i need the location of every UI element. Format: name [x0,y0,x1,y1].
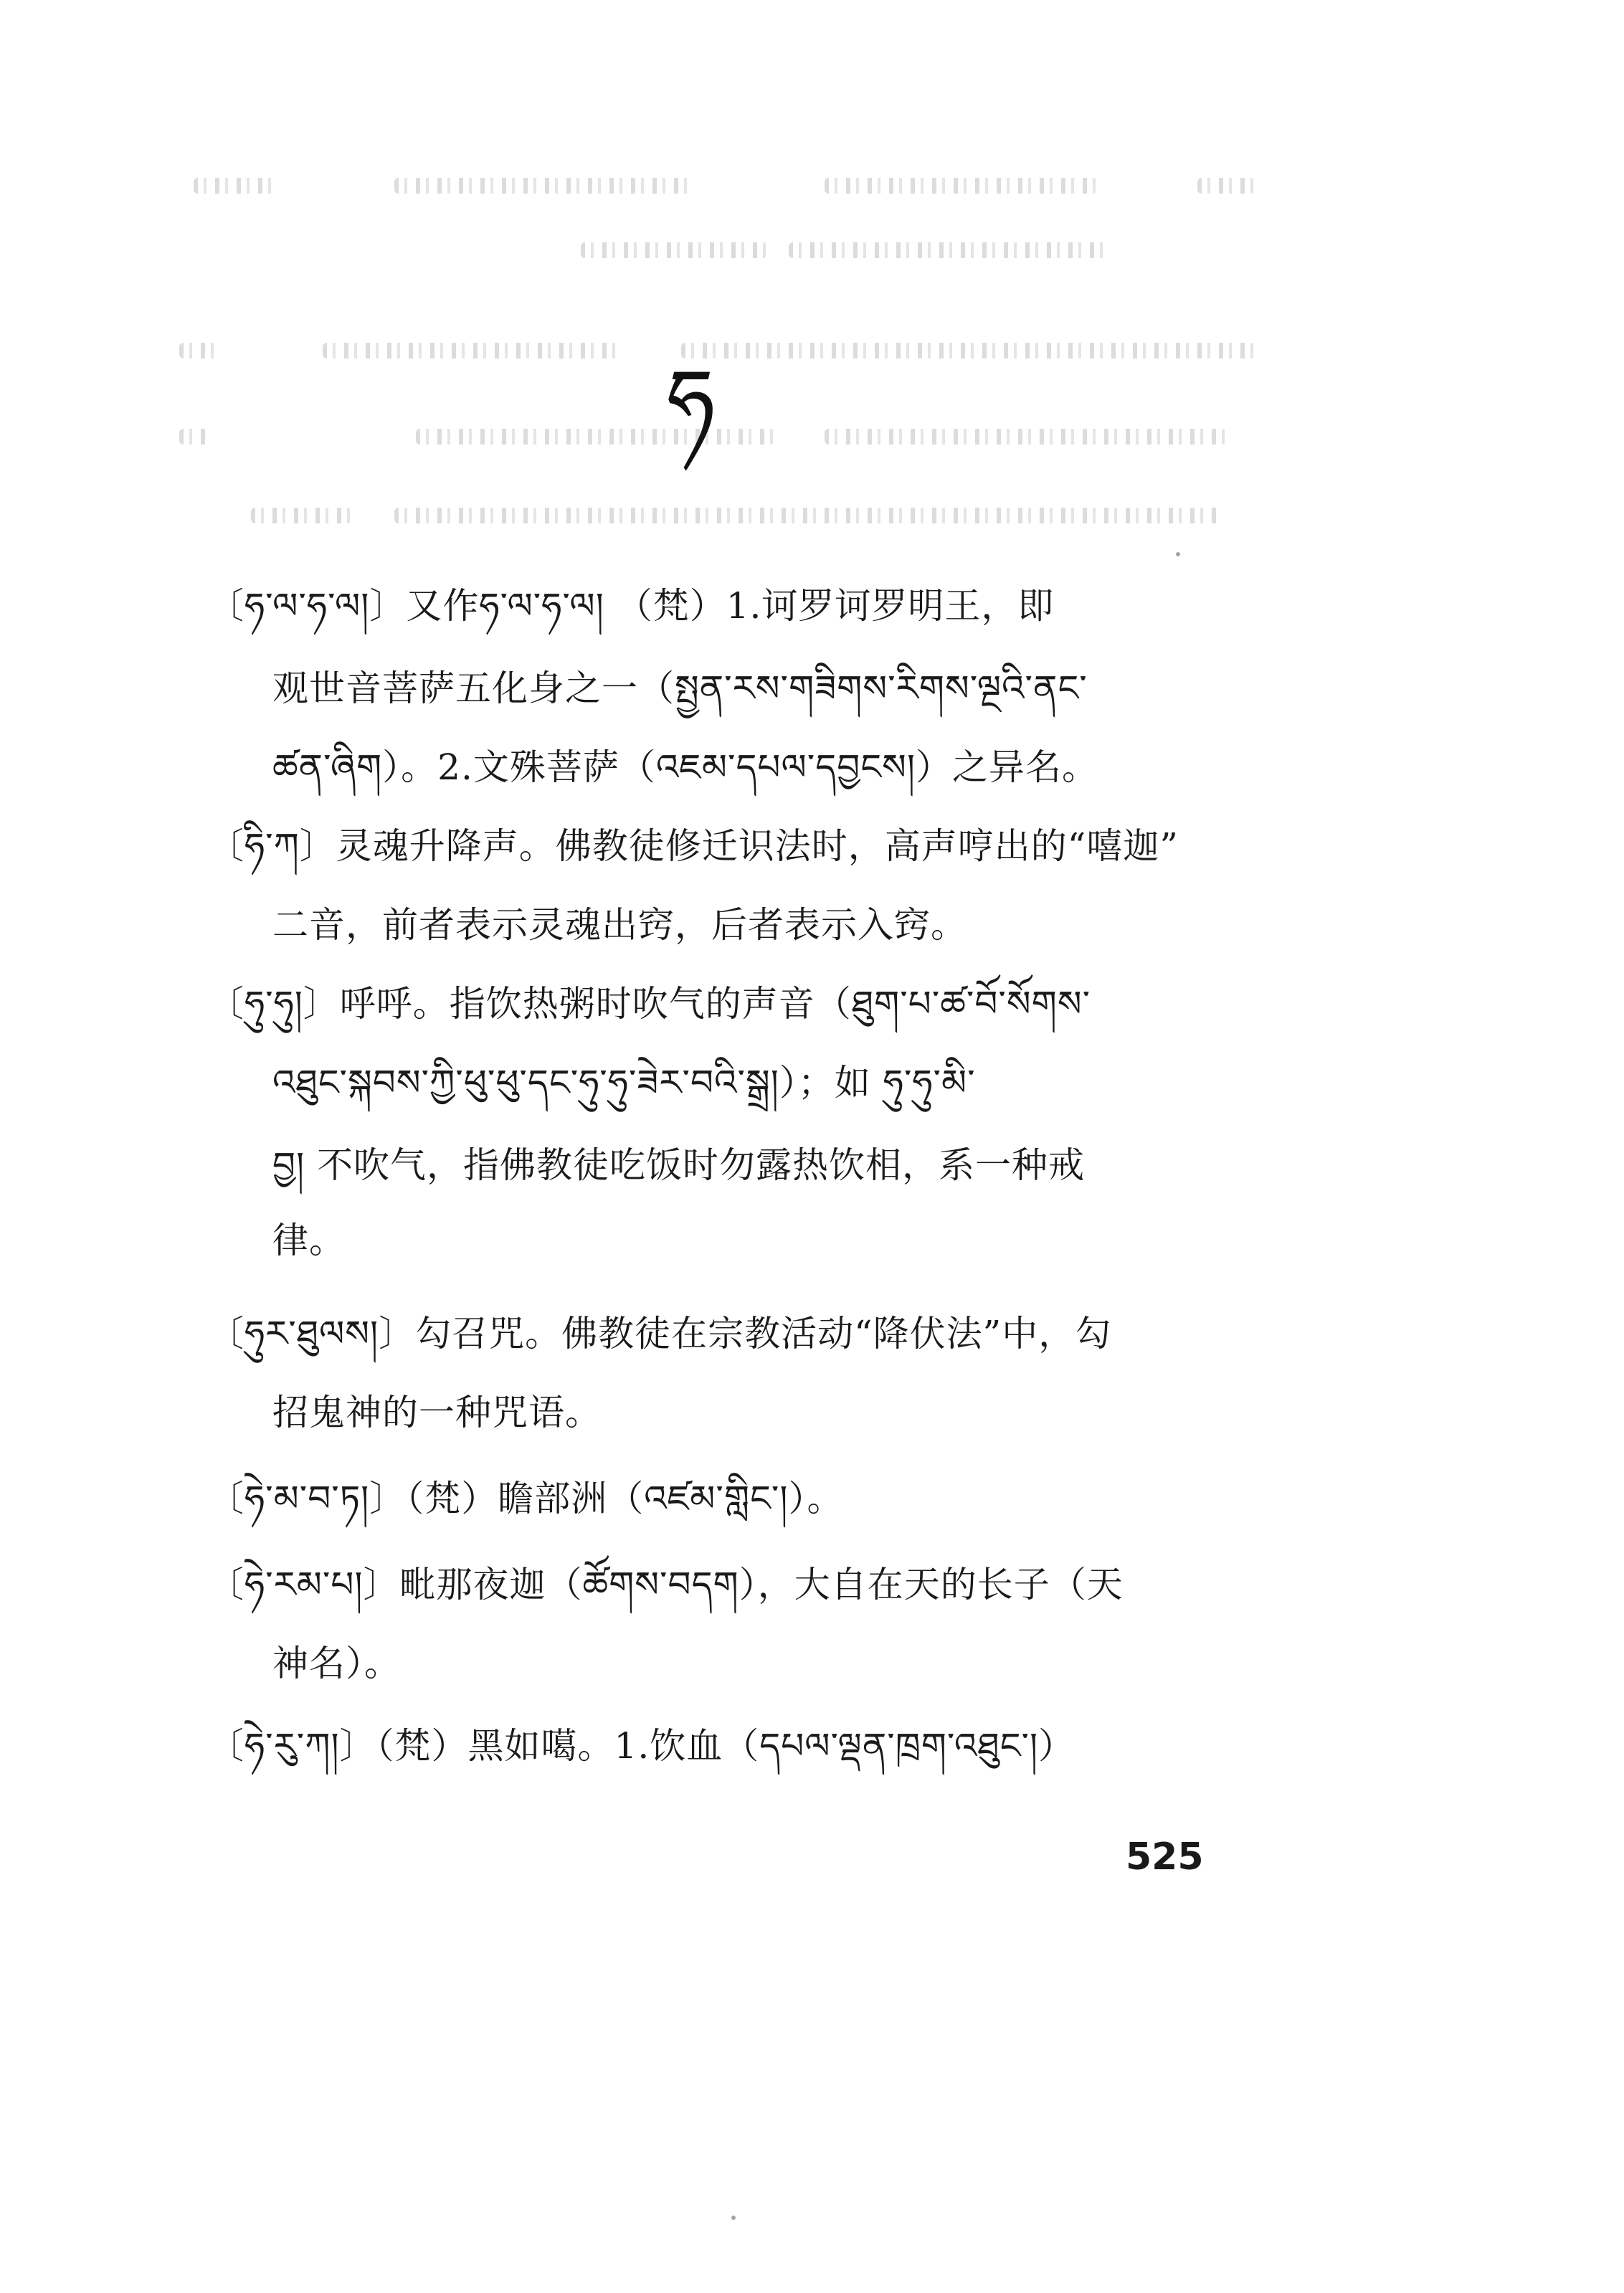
bleed-through-line [179,416,1255,459]
entry-line: འཐུང་སྐབས་ཀྱི་ཕུ་ཕུ་དང་ཧུ་ཧུ་ཟེར་བའི་སྒྲ།）；如 ཧུ་ཧུ་མི་ [272,1062,976,1103]
bleed-through-line [179,165,1255,208]
entry-line: 〔ཧེ་རམ་པ།〕毗那夜迦（ཚོགས་བདག），大自在天的长子（天 [208,1564,1124,1605]
entry-line: ཚན་ཞིག）。2.文殊菩萨（འཇམ་དཔལ་དབྱངས།）之异名。 [272,746,1098,788]
scan-speck [1176,552,1180,556]
entry-line: 二音，前者表示灵魂出窍，后者表示入窍。 [272,904,967,946]
entry-line: 神名）。 [272,1643,401,1684]
entry-line: 招鬼神的一种咒语。 [272,1392,602,1433]
bleed-through-line [179,229,1255,272]
bleed-through-line [179,330,1255,373]
entry-line: 律。 [272,1220,346,1261]
entry-line: བྱ། 不吹气，指佛教徒吃饭时勿露热饮相，系一种戒 [272,1144,1086,1186]
bleed-through-line [179,495,1255,538]
entry-line: 〔ཧི་ཀ〕灵魂升降声。佛教徒修迁识法时，高声哼出的“嘻迦” [208,825,1179,867]
entry-line: 观世音菩萨五化身之一（སྤྱན་རས་གཟིགས་རིགས་ལྔའི་ནང་ [272,668,1088,709]
entry-line: 〔ཧུར་ཐུལས།〕勾召咒。佛教徒在宗教活动“降伏法”中，勾 [208,1313,1112,1354]
entry-line: 〔ཧུ་ཧུ།〕呼呼。指饮热粥时吹气的声音（ཐུག་པ་ཚ་བོ་སོགས་ [208,983,1091,1025]
page-number: 525 [1126,1836,1204,1879]
entry-line: 〔ཧེ་རུ་ཀ།〕（梵）黑如噶。1.饮血（དཔལ་ལྡན་ཁྲག་འཐུང་།） [208,1725,1075,1767]
section-heading-letter: ཧ [667,351,716,451]
scan-speck [731,2216,736,2220]
entry-line: 〔ཧ་ལ་ཧ་ལ།〕又作ཧ་ལ་ཧ་ལ། （梵）1.诃罗诃罗明王，即 [208,585,1055,627]
entry-line: 〔ཧེ་མ་བ་ཏ།〕（梵）瞻部洲（འཛམ་གླིང་།）。 [208,1478,844,1519]
